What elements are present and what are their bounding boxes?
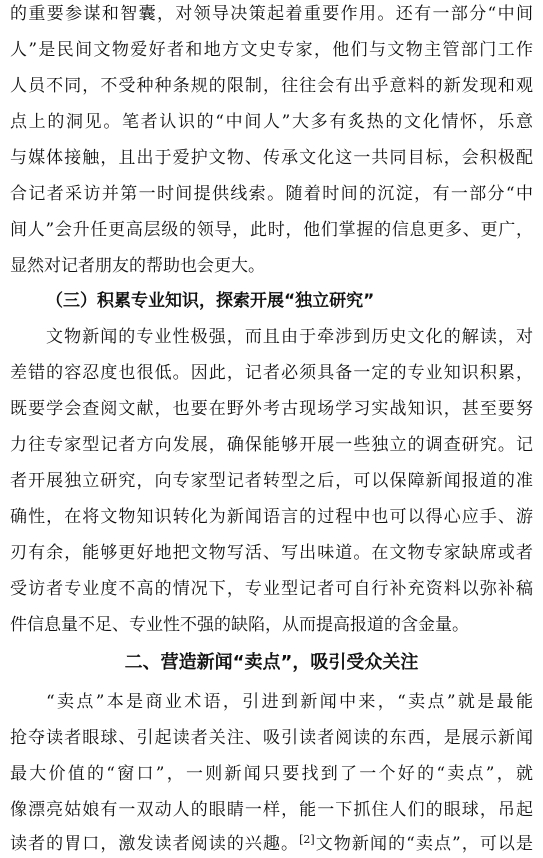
paragraph-line: 显然对记者朋友的帮助也会更大。: [10, 256, 265, 276]
paragraph-line: 合记者采访并第一时间提供线索。随着时间的沉淀，有一部分“中: [10, 184, 533, 204]
paragraph-line: 的重要参谋和智囊，对领导决策起着重要作用。还有一部分“中间: [10, 4, 533, 24]
line-text: 读者的胃口，激发读者阅读的兴趣。: [10, 834, 300, 854]
paragraph-line: 最大价值的“窗口”，一则新闻只要找到了一个好的“卖点”，就: [10, 764, 533, 784]
paragraph-line: 文物新闻的专业性极强，而且由于牵涉到历史文化的解读，对: [46, 327, 533, 347]
paragraph-line: 既要学会查阅文献，也要在野外考古现场学习实战知识，甚至要努: [10, 399, 533, 419]
paragraph-line: 人”是民间文物爱好者和地方文史专家，他们与文物主管部门工作: [10, 40, 533, 60]
paragraph-line: [10, 832, 533, 856]
section-heading: 二、营造新闻“卖点”，吸引受众关注: [124, 652, 419, 673]
paragraph-line: 者开展独立研究，向专家型记者转型之后，可以保障新闻报道的准: [10, 471, 533, 491]
line-text: 文物新闻的“卖点”，可以是: [314, 834, 533, 854]
paragraph-line: 抢夺读者眼球、引起读者关注、吸引读者阅读的东西，是展示新闻: [10, 728, 533, 748]
citation-reference: [2]: [299, 833, 315, 846]
subsection-heading: （三）积累专业知识，探索开展“独立研究”: [46, 291, 375, 311]
paragraph-line: 确性，在将文物知识转化为新闻语言的过程中也可以得心应手、游: [10, 507, 533, 527]
paragraph-line: 人员不同，不受种种条规的限制，往往会有出乎意料的新发现和观: [10, 76, 533, 96]
paragraph-line: 间人”会升任更高层级的领导，此时，他们掌握的信息更多、更广，: [10, 220, 533, 240]
paragraph-line: 差错的容忍度也很低。因此，记者必须具备一定的专业知识积累，: [10, 363, 533, 383]
paragraph-line: 件信息量不足、专业性不强的缺陷，从而提高报道的含金量。: [10, 615, 469, 635]
paragraph-line: 力往专家型记者方向发展，确保能够开展一些独立的调查研究。记: [10, 435, 533, 455]
paragraph-line: 受访者专业度不高的情况下，专业型记者可自行补充资料以弥补稿: [10, 579, 533, 599]
paragraph-line: 像漂亮姑娘有一双动人的眼睛一样，能一下抓住人们的眼球，吊起: [10, 800, 533, 820]
paragraph-line: “卖点”本是商业术语，引进到新闻中来，“卖点”就是最能: [46, 692, 533, 712]
paragraph-line: 与媒体接触，且出于爱护文物、传承文化这一共同目标，会积极配: [10, 148, 533, 168]
paragraph-line: 点上的洞见。笔者认识的“中间人”大多有炙热的文化情怀，乐意: [10, 112, 533, 132]
paragraph-line: 刃有余，能够更好地把文物写活、写出味道。在文物专家缺席或者: [10, 543, 533, 563]
